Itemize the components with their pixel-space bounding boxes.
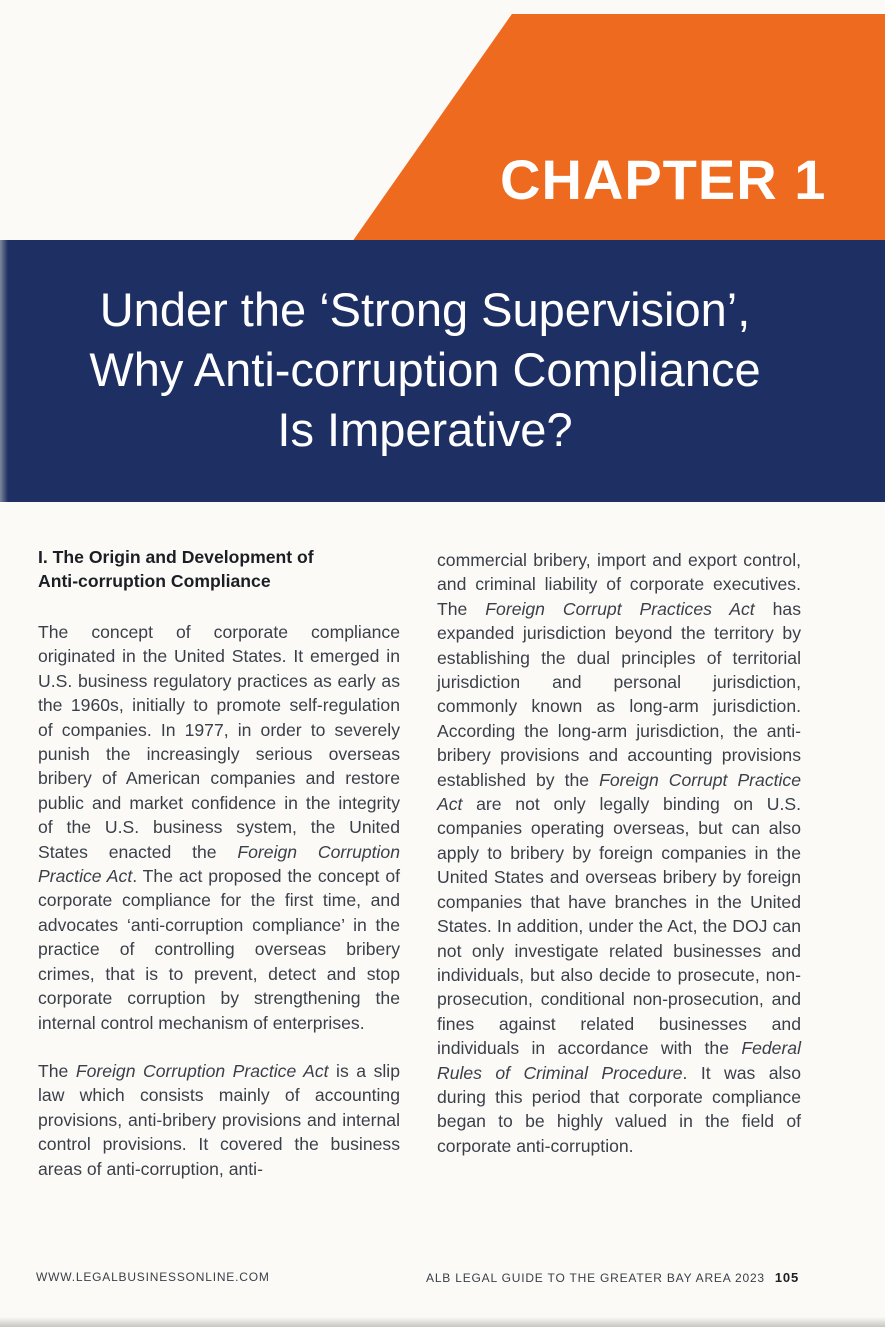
section-heading-line-1: I. The Origin and Development of (38, 547, 314, 567)
footer-publication (426, 1270, 799, 1285)
paragraph-3-text-a: commercial bribery, import and export control, and criminal liability of corporate executives. The (437, 550, 801, 619)
paragraph-1-text-a: The concept of corporate compliance originated in the United States. It emerged in U.S. business regulatory practices as early as the 1960s, initially to promote self-regulation of companies. In 1977, in order to severely punish the increasingly serious overseas bribery of American companies and restore public and market confidence in the integrity of the U.S. business system, the United States enacted the (38, 622, 400, 862)
paragraph-2-text-a: The (38, 1060, 76, 1081)
section-heading-line-2: Anti-corruption Compliance (38, 571, 271, 591)
paragraph-2 (38, 1059, 400, 1181)
paragraph-3-rules-title: Federal Rules of Criminal Procedure (437, 1038, 801, 1083)
paragraph-1-text-b: . The act proposed the concept of corporate compliance for the first time, and advocates ‘anti-corruption compliance’ in the practice of controlling overseas bribery crimes, that is to prevent, detect and stop corporate corruption by strengthening the internal control mechanism of enterprises. (38, 866, 400, 1033)
paragraph-3-text-c: are not only legally binding on U.S. companies operating overseas, but can also apply to bribery by foreign companies in the United States and overseas bribery by foreign companies that have branches in the United States. In addition, under the Act, the DOJ can not only investigate related businesses and individuals, but also decide to prosecute, non-prosecution, conditional non-prosecution, and fines against related businesses and individuals in accordance with the (437, 794, 801, 1059)
section-heading (38, 545, 400, 593)
right-column (437, 548, 801, 1182)
chapter-title (40, 280, 810, 460)
chapter-title-line-1: Under the ‘Strong Supervision’, (99, 283, 751, 336)
paragraph-2-act-title: Foreign Corruption Practice Act (75, 1060, 329, 1081)
paragraph-1 (38, 620, 400, 1035)
paragraph-3 (437, 548, 801, 1158)
footer-publication-title: ALB LEGAL GUIDE TO THE GREATER BAY AREA 2023 (426, 1271, 765, 1285)
paragraph-3-text-d: . It was also during this period that corporate compliance began to be highly valued in the field of corporate anti-corruption. (437, 1062, 801, 1156)
page-bottom-shadow (0, 1317, 885, 1327)
paragraph-3-act-title-2: Foreign Corrupt Practice Act (437, 769, 801, 815)
chapter-title-line-2: Why Anti-corruption Compliance (89, 343, 761, 396)
left-column (38, 545, 400, 1205)
footer-website: WWW.LEGALBUSINESSONLINE.COM (36, 1270, 270, 1284)
paragraph-2-text-b: is a slip law which consists mainly of accounting provisions, anti-bribery provisions and internal control provisions. It covered the business areas of anti-corruption, anti- (38, 1060, 400, 1179)
page-edge-shadow (0, 240, 8, 502)
paragraph-3-text-b: has expanded jurisdiction beyond the territory by establishing the dual principles of territorial jurisdiction and personal jurisdiction, commonly known as long-arm jurisdiction. According the long-arm jurisdiction, the anti-bribery provisions and accounting provisions established by the (437, 598, 801, 790)
chapter-title-line-3: Is Imperative? (277, 403, 573, 456)
paragraph-3-act-title-1: Foreign Corrupt Practices Act (485, 598, 755, 619)
chapter-label: CHAPTER 1 (500, 148, 827, 211)
paragraph-1-act-title: Foreign Corruption Practice Act (38, 841, 401, 887)
page-number: 105 (774, 1270, 799, 1285)
